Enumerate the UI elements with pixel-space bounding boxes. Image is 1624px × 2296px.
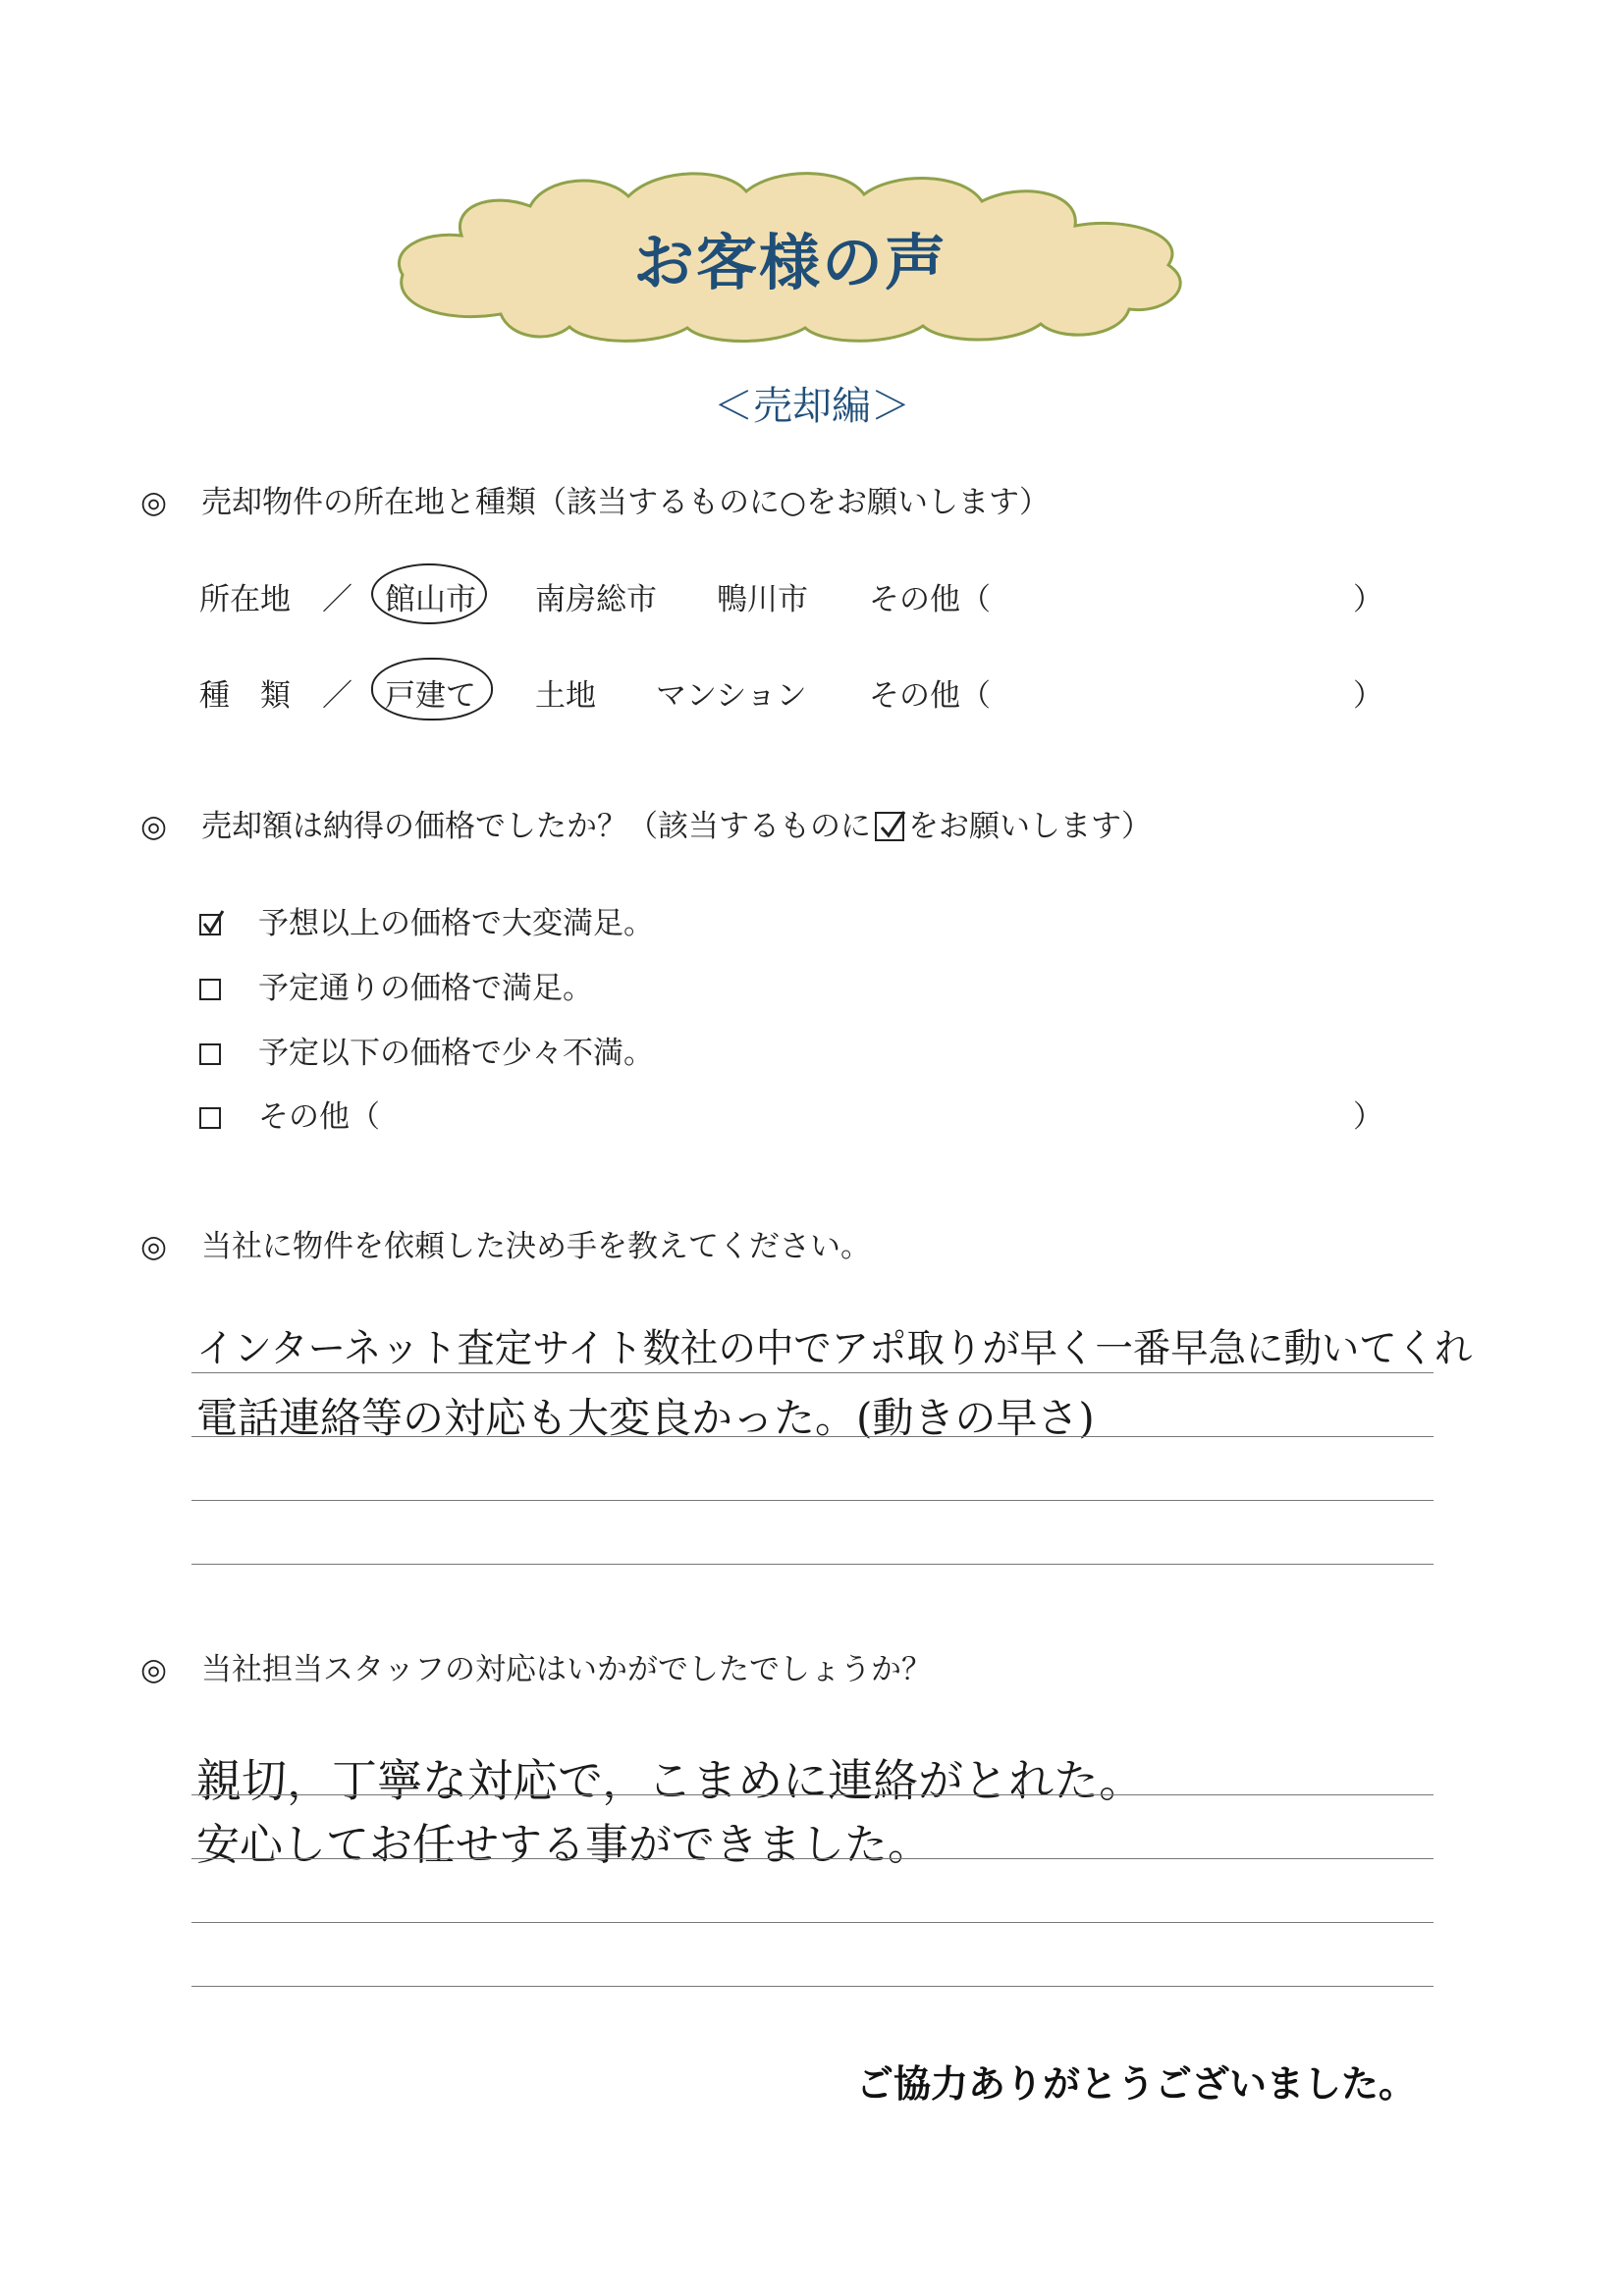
type-option-mansion[interactable]: マンション <box>656 678 807 714</box>
type-slash: ／ <box>322 678 352 714</box>
answer-line <box>191 1436 1434 1437</box>
question-4-text: 当社担当スタッフの対応はいかがでしたでしょうか？ <box>201 1652 932 1687</box>
price-option-1-label: 予想以上の価格で大変満足。 <box>258 906 654 941</box>
checkbox[interactable] <box>199 1043 221 1065</box>
location-option-other[interactable]: その他（ <box>869 582 991 617</box>
price-option-3[interactable] <box>199 1028 654 1072</box>
answer-3-line-1: インターネット査定サイト数社の中でアポ取りが早く一番早急に動いてくれ <box>196 1326 1473 1371</box>
question-2-text-after: をお願いします） <box>908 809 1152 844</box>
location-label: 所在地 <box>199 582 291 617</box>
checkbox-checked[interactable] <box>199 914 221 935</box>
double-circle-icon: ◎ <box>140 1652 168 1687</box>
question-3 <box>140 1221 871 1265</box>
answer-line <box>191 1922 1434 1923</box>
double-circle-icon: ◎ <box>140 809 168 844</box>
question-1-text: 売却物件の所在地と種類（該当するものに○をお願いします） <box>201 485 1051 520</box>
selected-circle-mark <box>371 563 487 624</box>
answer-line <box>191 1564 1434 1565</box>
selected-circle-mark <box>371 658 493 721</box>
location-option-minamiboso[interactable]: 南房総市 <box>535 582 657 617</box>
price-option-2[interactable] <box>199 963 593 1007</box>
price-other-close-paren: ） <box>1353 1099 1383 1135</box>
answer-line <box>191 1500 1434 1501</box>
page-subtitle: ＜売却編＞ <box>714 384 910 429</box>
answer-line <box>191 1986 1434 1987</box>
location-option-kamogawa[interactable]: 鴨川市 <box>717 582 808 617</box>
answer-4-line-2: 安心してお任せする事ができました。 <box>196 1820 931 1870</box>
checkbox[interactable] <box>199 979 221 1000</box>
double-circle-icon: ◎ <box>140 1229 168 1264</box>
question-3-text: 当社に物件を依頼した決め手を教えてください。 <box>201 1229 871 1264</box>
answer-line <box>191 1794 1434 1795</box>
question-1 <box>140 477 1050 521</box>
type-close-paren: ） <box>1353 678 1383 714</box>
answer-3-line-2: 電話連絡等の対応も大変良かった。(動きの早さ) <box>196 1394 1095 1442</box>
question-2 <box>140 801 1152 845</box>
answer-line <box>191 1372 1434 1373</box>
type-option-land[interactable]: 土地 <box>535 678 596 714</box>
price-option-4-label: その他（ <box>258 1099 380 1135</box>
location-close-paren: ） <box>1353 582 1383 617</box>
question-2-text-before: 売却額は納得の価格でしたか？（該当するものに <box>201 809 871 844</box>
double-circle-icon: ◎ <box>140 485 168 520</box>
location-option-tateyama[interactable]: 館山市 <box>385 582 476 617</box>
price-option-1[interactable] <box>199 898 654 942</box>
type-option-house[interactable]: 戸建て <box>385 678 476 714</box>
checkbox[interactable] <box>199 1107 221 1129</box>
answer-line <box>191 1858 1434 1859</box>
location-slash: ／ <box>322 582 352 617</box>
price-option-4[interactable] <box>199 1092 380 1136</box>
price-option-3-label: 予定以下の価格で少々不満。 <box>258 1036 654 1071</box>
price-option-2-label: 予定通りの価格で満足。 <box>258 971 593 1006</box>
page-title: お客様の声 <box>632 227 947 298</box>
thank-you-message: ご協力ありがとうございました。 <box>855 2062 1416 2106</box>
type-option-other[interactable]: その他（ <box>869 678 991 714</box>
checkbox-example-icon <box>875 812 904 841</box>
answer-4-line-1: 親切，丁寧な対応で，こまめに連絡がとれた。 <box>196 1754 1145 1807</box>
type-label: 種 類 <box>199 678 291 714</box>
question-4 <box>140 1644 932 1688</box>
